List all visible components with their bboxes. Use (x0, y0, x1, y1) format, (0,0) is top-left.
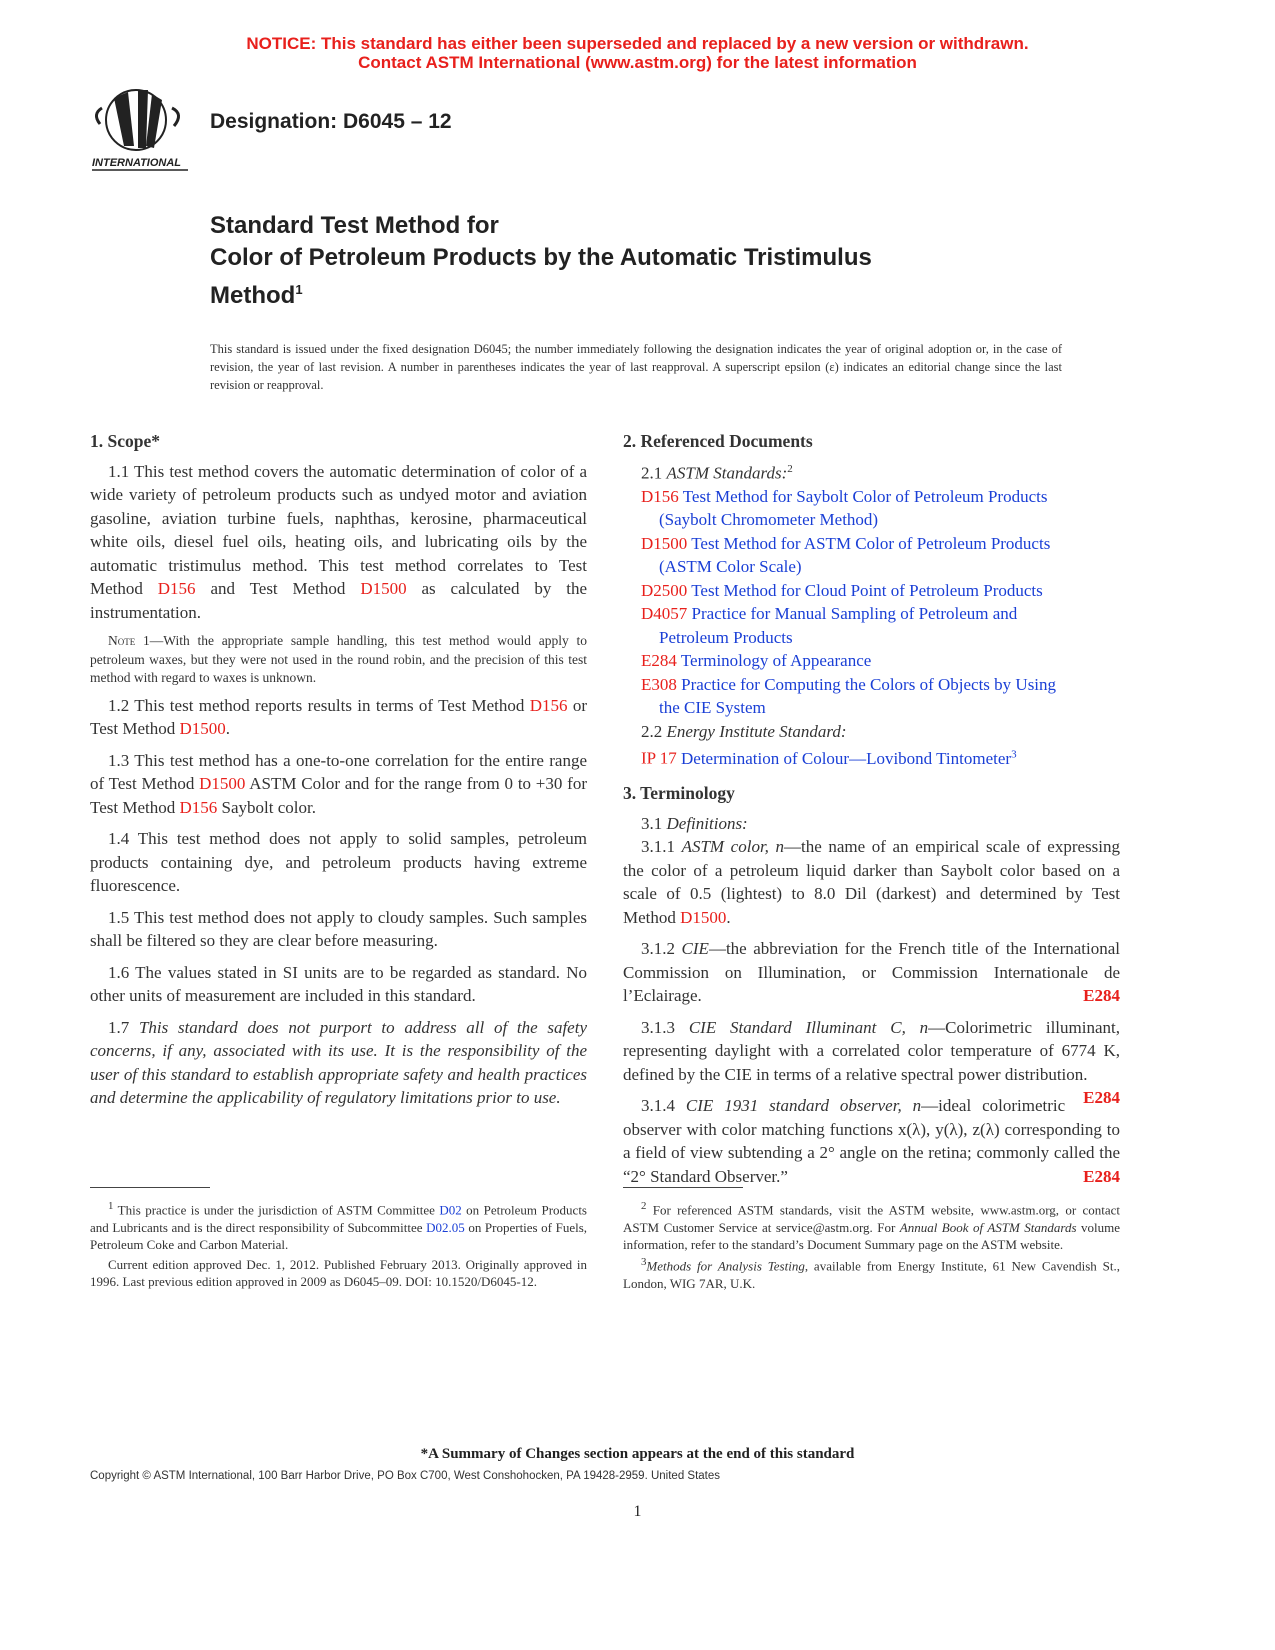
reference-ip17 (623, 743, 1120, 770)
reference-code[interactable]: E308 (641, 674, 677, 694)
link-d02-05[interactable]: D02.05 (426, 1219, 465, 1235)
astm-logo (88, 84, 196, 180)
footnote-1: $^1$ This practice is under the jurisdiction of ASTM Committee D02 on Petroleum Products and Lubricants and is the direct responsibility of Subcommittee D02.05 on Properties of Fuels, Petroleum Coke and Carbon Material. (90, 1200, 588, 1253)
reference-item (623, 673, 1120, 720)
reference-item (623, 532, 1120, 579)
reference-list (623, 485, 1120, 720)
link-d1500[interactable]: D1500 (179, 719, 226, 738)
link-d156[interactable]: D156 (179, 797, 218, 817)
term-3-1-3: 3.1.3 CIE Standard Illuminant C, n—Colorimetric illuminant, representing daylight with a correlated color temperature of 6774 K, defined by the CIE in terms of a relative spectral power distribution. E284 (623, 1016, 1120, 1087)
logo-org-text: INTERNATIONAL (92, 157, 182, 169)
scope-1-3: 1.3 This test method has a one-to-one correlation for the entire range of Test Method D1500 ASTM Color and for the range from 0 to +30 for Test Method D156 Saybolt color. (90, 750, 587, 817)
scope-1-7: 1.7 This standard does not purport to address all of the safety concerns, if any, associated with its use. It is the responsibility of the user of this standard to establish appropriate safety and health practices and determine the applicability of regulatory limitations prior to use. (90, 1017, 587, 1107)
copyright: Copyright © ASTM International, 100 Barr Harbor Drive, PO Box C700, West Conshohocken, PA 19428-2959. United States (90, 1470, 721, 1482)
footnotes-left (90, 1187, 587, 1291)
reference-title[interactable]: Practice for Manual Sampling of Petroleum and (687, 604, 1018, 624)
title-line-3: Method$^1$ (210, 282, 303, 309)
link-d156[interactable]: D156 (157, 579, 196, 598)
reference-code[interactable]: E284 (641, 651, 677, 671)
astm-standards-label: 2.1 ASTM Standards:$^2$ (641, 462, 793, 483)
link-d1500[interactable]: D1500 (360, 579, 407, 598)
issuance-statement: This standard is issued under the fixed designation D6045; the number immediately following the designation indicates the year of original adoption or, in the case of revision, the year of last revision. A number in parentheses indicates the year of last reapproval. A superscript epsilon (ε) indicates an editorial change since the last revision or reapproval. (210, 342, 1062, 392)
reference-title[interactable]: Test Method for Cloud Point of Petroleum Products (687, 580, 1043, 600)
term-3-1-2: 3.1.2 CIE—the abbreviation for the French title of the International Commission on Illumination, or Commission Internationale de l’Eclairage. E284 (623, 937, 1120, 1008)
reference-item (623, 579, 1120, 603)
footnote-divider (623, 1187, 743, 1188)
title-line-1: Standard Test Method for (210, 212, 499, 239)
reference-title[interactable]: Test Method for ASTM Color of Petroleum Products (687, 533, 1051, 553)
reference-title[interactable]: Test Method for Saybolt Color of Petroleum Products (678, 486, 1048, 506)
link-d02[interactable]: D02 (439, 1202, 462, 1218)
footnotes-right (623, 1187, 1120, 1292)
page-number: 1 (633, 1503, 642, 1520)
reference-item (623, 649, 1120, 673)
footnote-1-edition: Current edition approved Dec. 1, 2012. Published February 2013. Originally approved in 1996. Last previous edition approved in 2009 as D6045–09. DOI: 10.1520/D6045-12. (90, 1256, 587, 1290)
reference-code[interactable]: D4057 (641, 604, 688, 624)
scope-1-4: 1.4 This test method does not apply to solid samples, petroleum products containing dye, and petroleum products having extreme fluorescence. (90, 829, 587, 895)
scope-1-5: 1.5 This test method does not apply to cloudy samples. Such samples shall be filtered so they are clear before measuring. (90, 907, 587, 950)
scope-1-6: 1.6 The values stated in SI units are to be regarded as standard. No other units of measurement are included in this standard. (90, 962, 587, 1005)
section-scope-heading: 1. Scope* (90, 431, 160, 451)
designation: Designation: D6045 – 12 (210, 110, 452, 133)
definitions-label: 3.1 Definitions: (641, 813, 748, 833)
withdrawal-notice (0, 34, 1275, 72)
link-d1500[interactable]: D1500 (199, 774, 246, 793)
footnote-2: $^2$ For referenced ASTM standards, visit the ASTM website, www.astm.org, or contact ASTM Customer Service at service@astm.org. For Annual Book of ASTM Standards volume information, refer to the standard’s Document Summary page on the ASTM website. (623, 1200, 1121, 1253)
note-1: Note 1—With the appropriate sample handling, this test method would apply to petroleum waxes, but they were not used in the round robin, and the precision of this test method with regard to waxes is unknown. (90, 633, 587, 685)
reference-title[interactable]: Terminology of Appearance (676, 651, 872, 671)
reference-item (623, 485, 1120, 532)
reference-title-continued[interactable]: the CIE System (659, 698, 766, 718)
reference-code[interactable]: IP 17 (641, 748, 677, 768)
link-e284[interactable]: E284 (1083, 1088, 1120, 1108)
footnote-3: $^3$Methods for Analysis Testing, available from Energy Institute, 61 New Cavendish St., London, WIG 7AR, U.K. (623, 1255, 1120, 1291)
reference-item (623, 602, 1120, 649)
term-3-1-4: 3.1.4 CIE 1931 standard observer, n—ideal colorimetric observer with color matching functions x(λ), y(λ), z(λ) corresponding to a field of view subtending a 2° angle on the retina; commonly called the “2° Standard Observer.” E284 (623, 1094, 1120, 1188)
left-column (90, 430, 587, 1110)
reference-code[interactable]: D2500 (641, 580, 688, 600)
right-column (623, 430, 1120, 1188)
notice-line-1: NOTICE: This standard has either been superseded and replaced by a new version or withdrawn. (246, 34, 1029, 53)
notice-line-2: Contact ASTM International (www.astm.org) for the latest information (358, 53, 917, 72)
section-terminology-heading: 3. Terminology (623, 783, 735, 804)
footnote-divider (90, 1187, 210, 1188)
reference-title[interactable]: Practice for Computing the Colors of Objects by Using (676, 674, 1057, 694)
summary-of-changes-note: *A Summary of Changes section appears at the end of this standard (420, 1446, 855, 1462)
reference-title-continued[interactable]: Petroleum Products (659, 627, 793, 647)
section-references-heading: 2. Referenced Documents (623, 431, 813, 451)
reference-title-continued[interactable]: (Saybolt Chromometer Method) (659, 510, 879, 530)
energy-institute-label: 2.2 Energy Institute Standard: (641, 721, 847, 741)
link-e284[interactable]: E284 (1083, 986, 1120, 1006)
scope-1-2: 1.2 This test method reports results in terms of Test Method D156 or Test Method D1500. (90, 695, 587, 738)
reference-title-continued[interactable]: (ASTM Color Scale) (659, 557, 802, 577)
scope-1-1: 1.1 This test method covers the automatic determination of color of a wide variety of petroleum products such as undyed motor and aviation gasoline, aviation turbine fuels, naphthas, kerosine, pharmaceutical white oils, diesel fuel oils, heating oils, and lubricating oils by the automatic tristimulus method. This test method correlates to Test Method D156 and Test Method D1500 as calculated by the instrumentation. (90, 461, 587, 622)
link-e284[interactable]: E284 (1083, 1166, 1120, 1186)
link-d156[interactable]: D156 (529, 695, 568, 715)
link-d1500[interactable]: D1500 (680, 907, 727, 927)
document-title (210, 210, 872, 312)
reference-title[interactable]: Determination of Colour—Lovibond Tintometer$^3$ (676, 748, 1017, 768)
reference-code[interactable]: D156 (641, 486, 679, 506)
title-line-2: Color of Petroleum Products by the Automatic Tristimulus (210, 244, 872, 271)
reference-code[interactable]: D1500 (641, 533, 688, 553)
term-3-1-1: 3.1.1 ASTM color, n—the name of an empirical scale of expressing the color of a petroleum liquid darker than Saybolt color based on a scale of 0.5 (lightest) to 8.0 Dil (darkest) and determined by Test Method D1500. (623, 837, 1120, 927)
